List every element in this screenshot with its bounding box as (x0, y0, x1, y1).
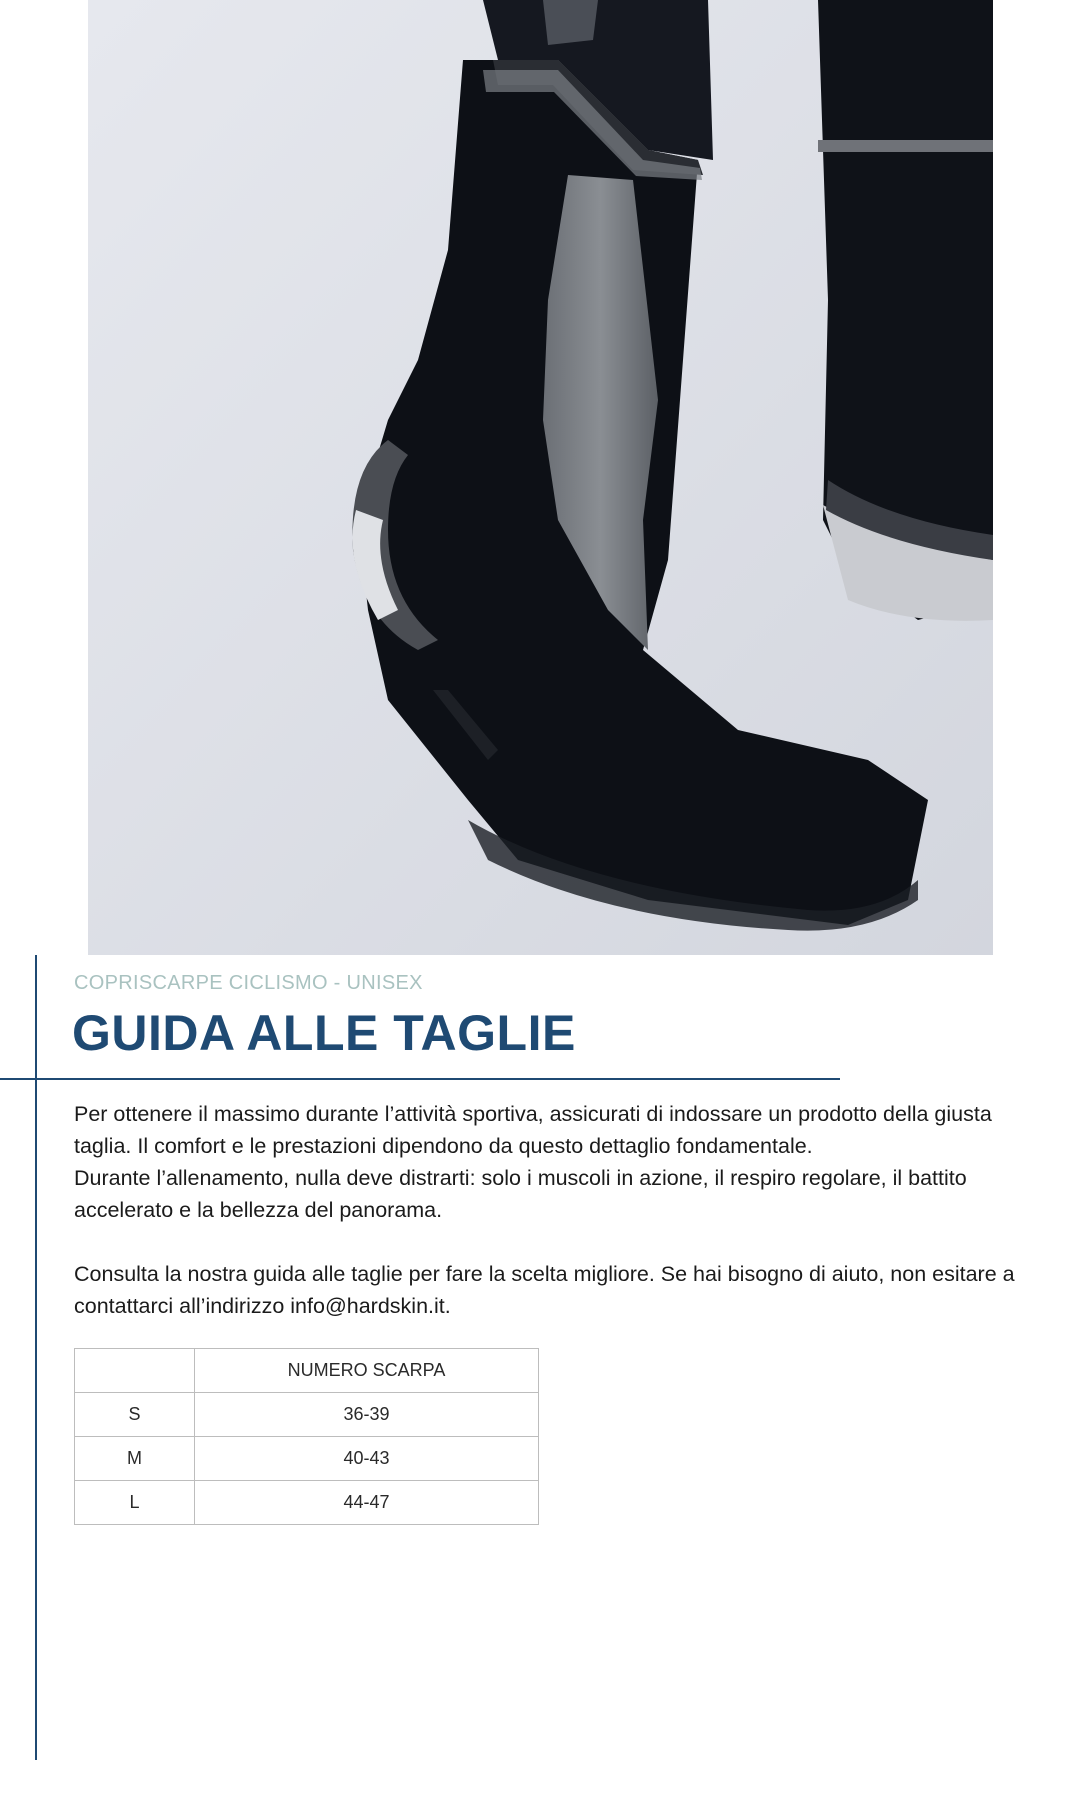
shoe-number-cell: 36-39 (195, 1393, 539, 1437)
table-row (75, 1393, 539, 1437)
intro-paragraph-2: Durante l’allenamento, nulla deve distrarti: solo i muscoli in azione, il respiro regolare, il battito accelerato e la bellezza del panorama. (74, 1166, 967, 1222)
shoe-number-cell: 40-43 (195, 1437, 539, 1481)
shoe-number-cell: 44-47 (195, 1481, 539, 1525)
intro-paragraph-1: Per ottenere il massimo durante l’attività sportiva, assicurati di indossare un prodotto della giusta taglia. Il comfort e le prestazioni dipendono da questo dettaglio fondamentale. (74, 1102, 992, 1158)
size-cell: L (75, 1481, 195, 1525)
table-header-row (75, 1349, 539, 1393)
vertical-accent-line (35, 955, 37, 1760)
table-row (75, 1437, 539, 1481)
table-row (75, 1481, 539, 1525)
table-header-cell (75, 1349, 195, 1393)
page-subtitle: COPRISCARPE CICLISMO - UNISEX (74, 972, 423, 994)
size-table (74, 1348, 539, 1525)
table-header-cell: NUMERO SCARPA (195, 1349, 539, 1393)
size-cell: S (75, 1393, 195, 1437)
size-cell: M (75, 1437, 195, 1481)
paragraph-spacer (74, 1226, 1049, 1258)
page-title: GUIDA ALLE TAGLIE (72, 1005, 576, 1061)
product-photo (88, 0, 993, 955)
intro-text (74, 1098, 1049, 1322)
contact-paragraph: Consulta la nostra guida alle taglie per fare la scelta migliore. Se hai bisogno di aiuto, non esitare a contattarci all’indirizzo info@hardskin.it. (74, 1262, 1015, 1318)
horizontal-accent-line (0, 1078, 840, 1080)
